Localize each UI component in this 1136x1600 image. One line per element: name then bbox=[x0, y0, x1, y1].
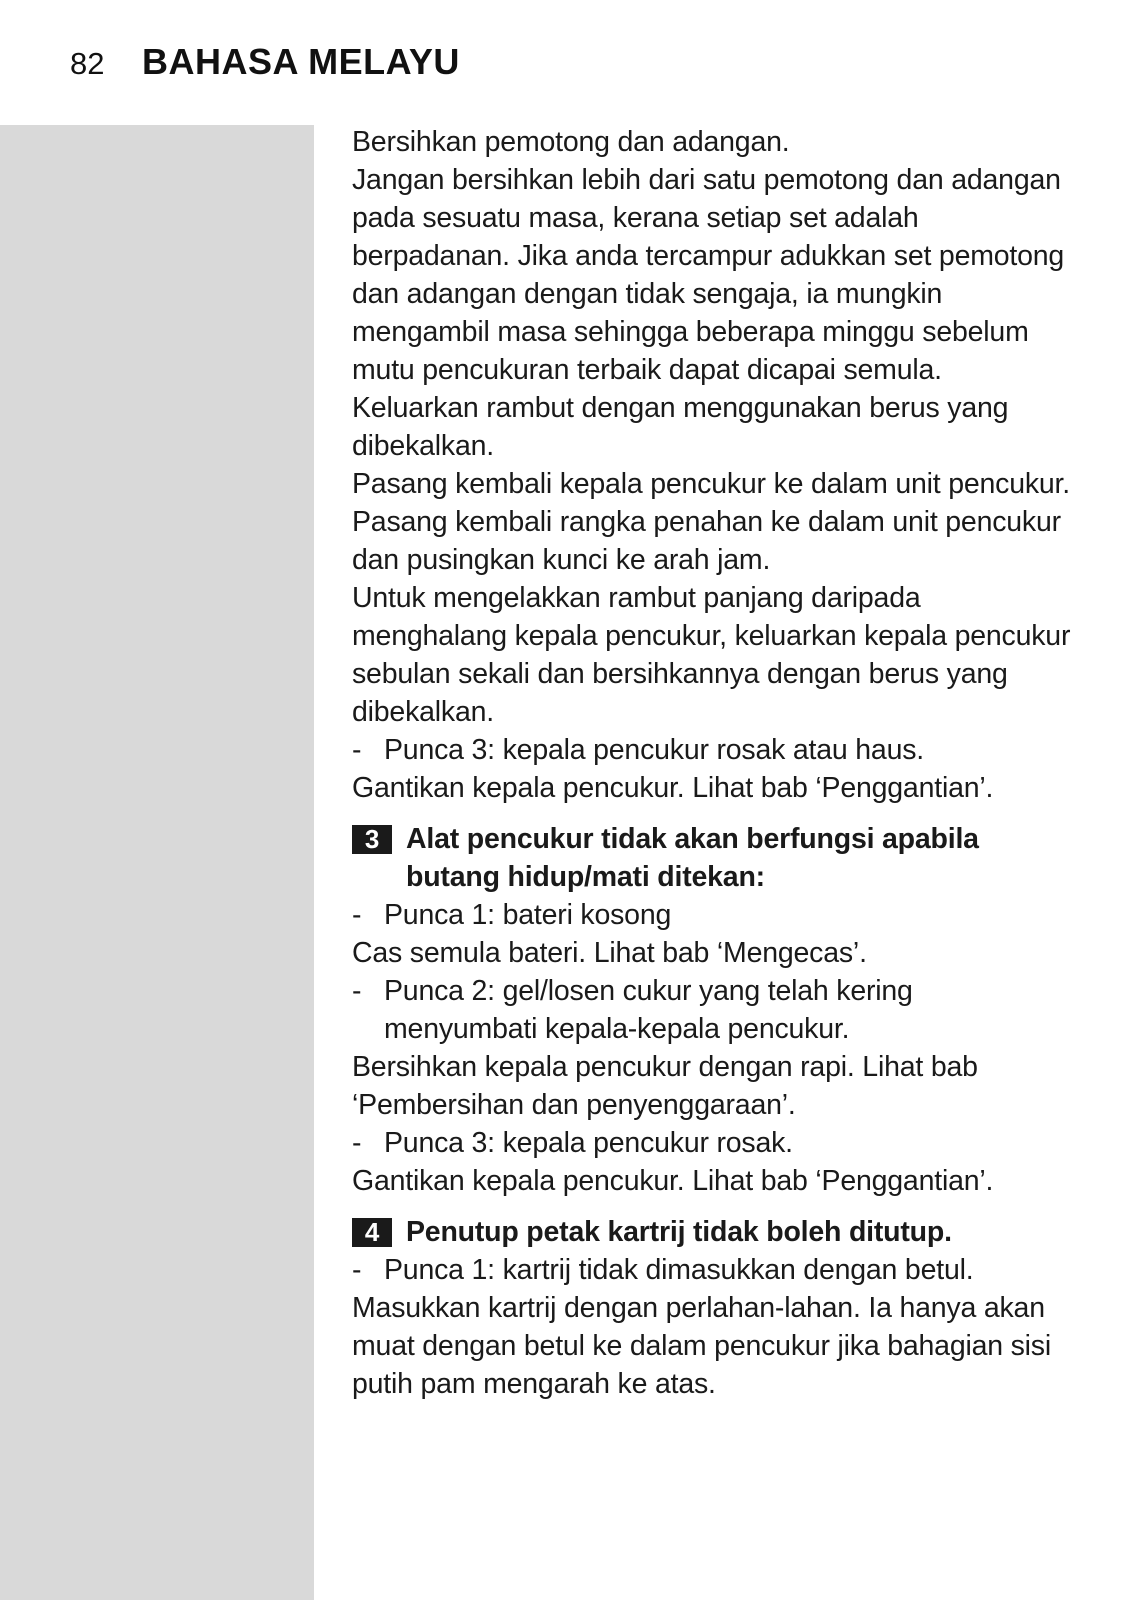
paragraph: Keluarkan rambut dengan menggunakan berus yang dibekalkan. bbox=[352, 392, 1009, 462]
section-heading bbox=[352, 1213, 1072, 1251]
section-title: Alat pencukur tidak akan berfungsi apabila butang hidup/mati ditekan: bbox=[406, 823, 979, 893]
section-title: Penutup petak kartrij tidak boleh ditutup. bbox=[406, 1216, 952, 1248]
cause-item bbox=[352, 972, 1072, 1048]
dash-marker: - bbox=[352, 899, 362, 931]
cause-text: Punca 1: bateri kosong bbox=[384, 899, 672, 931]
section-number-badge: 3 bbox=[352, 825, 392, 854]
cause-text: Punca 3: kepala pencukur rosak atau haus. bbox=[384, 734, 924, 766]
remedy-text: Cas semula bateri. Lihat bab ‘Mengecas’. bbox=[352, 937, 867, 969]
cause-item bbox=[352, 1251, 1072, 1289]
section-number-badge: 4 bbox=[352, 1218, 392, 1247]
paragraph: Untuk mengelakkan rambut panjang daripada menghalang kepala pencukur, keluarkan kepala pencukur sebulan sekali dan bersihkannya dengan berus yang dibekalkan. bbox=[352, 582, 1071, 728]
cause-text: Punca 2: gel/losen cukur yang telah kering menyumbati kepala-kepala pencukur. bbox=[384, 975, 913, 1045]
cause-text: Punca 1: kartrij tidak dimasukkan dengan betul. bbox=[384, 1254, 974, 1286]
cause-text: Punca 3: kepala pencukur rosak. bbox=[384, 1127, 793, 1159]
main-content bbox=[352, 123, 1072, 1403]
remedy-text: Bersihkan kepala pencukur dengan rapi. Lihat bab ‘Pembersihan dan penyenggaraan’. bbox=[352, 1051, 978, 1121]
side-margin-band bbox=[0, 125, 314, 1600]
dash-marker: - bbox=[352, 975, 362, 1007]
paragraph: Pasang kembali kepala pencukur ke dalam unit pencukur. Pasang kembali rangka penahan ke dalam unit pencukur dan pusingkan kunci ke arah jam. bbox=[352, 468, 1070, 576]
section-heading bbox=[352, 820, 1072, 896]
page-title: BAHASA MELAYU bbox=[142, 41, 460, 82]
remedy-text: Gantikan kepala pencukur. Lihat bab ‘Penggantian’. bbox=[352, 1165, 994, 1197]
dash-marker: - bbox=[352, 1254, 362, 1286]
cause-item bbox=[352, 896, 1072, 934]
dash-marker: - bbox=[352, 1127, 362, 1159]
remedy-text: Gantikan kepala pencukur. Lihat bab ‘Penggantian’. bbox=[352, 772, 994, 804]
paragraph: Jangan bersihkan lebih dari satu pemotong dan adangan pada sesuatu masa, kerana setiap set adalah berpadanan. Jika anda tercampur adukkan set pemotong dan adangan dengan tidak sengaja, ia mungkin mengambil masa sehingga beberapa minggu sebelum mutu pencukuran terbaik dapat dicapai semula. bbox=[352, 164, 1065, 386]
page-number: 82 bbox=[70, 46, 105, 81]
remedy-text: Masukkan kartrij dengan perlahan-lahan. Ia hanya akan muat dengan betul ke dalam pencukur jika bahagian sisi putih pam mengarah ke atas. bbox=[352, 1292, 1051, 1400]
cause-item bbox=[352, 731, 1072, 769]
dash-marker: - bbox=[352, 734, 362, 766]
paragraph: Bersihkan pemotong dan adangan. bbox=[352, 126, 790, 158]
cause-item bbox=[352, 1124, 1072, 1162]
